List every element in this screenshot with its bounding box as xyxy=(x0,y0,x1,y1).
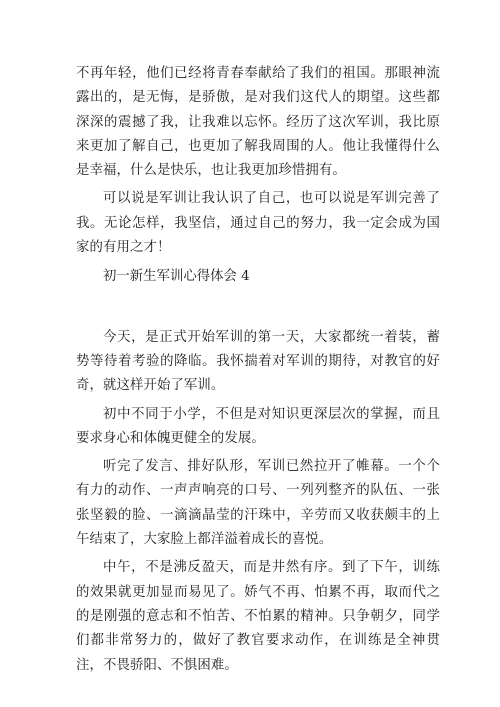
paragraph: 可以说是军训让我认识了自己，也可以说是军训完善了我。无论怎样，我坚信，通过自己的努力，我一定会成为国家的有用之才！ xyxy=(76,191,440,256)
paragraph: 初中不同于小学，不但是对知识更深层次的掌握，而且要求身心和体魄更健全的发展。 xyxy=(76,406,440,446)
paragraph: 中午，不是沸反盈天，而是井然有序。到了下午，训练的效果就更加显而易见了。娇气不再、怕累不再，取而代之的是刚强的意志和不怕苦、不怕累的精神。只争朝夕，同学们都非常努力的，做好了教官要求动作，在训练是全神贯注，不畏骄阳、不惧困难。 xyxy=(76,560,440,673)
blank-line xyxy=(76,290,440,326)
paragraph-gap xyxy=(76,260,440,264)
paragraph: 不再年轻，他们已经将青春奉献给了我们的祖国。那眼神流露出的，是无悔，是骄傲，是对我们这代人的期望。这些都深深的震撼了我，让我难以忘怀。经历了这次军训，我比原来更加了解自己，也更加了解我周围的人。他让我懂得什么是幸福，什么是快乐，也让我更加珍惜拥有。 xyxy=(76,66,440,179)
section-heading: 初一新生军训心得体会 4 xyxy=(103,269,250,285)
paragraph: 听完了发言、排好队形，军训已然拉开了帷幕。一个个有力的动作、一声声响亮的口号、一列列整齐的队伍、一张张坚毅的脸、一滴滴晶莹的汗珠中，辛劳而又收获颇丰的上午结束了，大家脸上都洋溢着成长的喜悦。 xyxy=(76,459,440,548)
paragraph: 今天，是正式开始军训的第一天，大家都统一着装，蓄势等待着考验的降临。我怀揣着对军训的期待，对教官的好奇，就这样开始了军训。 xyxy=(76,329,440,394)
